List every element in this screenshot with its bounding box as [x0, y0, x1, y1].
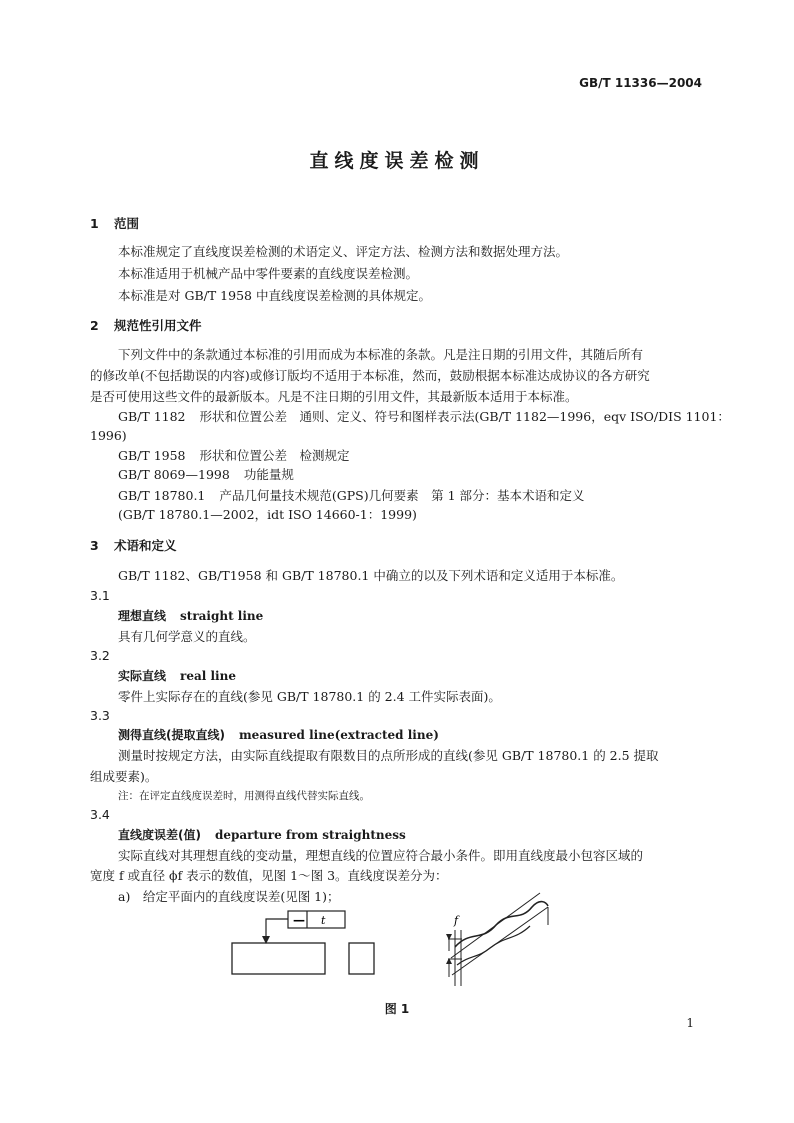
figure-caption: 图 1 — [384, 1002, 410, 1016]
term-title: 直线度误差(值) departure from straightness — [118, 828, 406, 842]
term-title: 理想直线 straight line — [118, 609, 264, 623]
paragraph: 是否可使用这些文件的最新版本。凡是不注日期的引用文件，其最新版本适用于本标准。 — [90, 389, 578, 404]
paragraph: 本标准规定了直线度误差检测的术语定义、评定方法、检测方法和数据处理方法。 — [118, 244, 569, 259]
reference-item: GB/T 1958 形状和位置公差 检测规定 — [118, 448, 350, 463]
paragraph: 本标准适用于机械产品中零件要素的直线度误差检测。 — [118, 266, 419, 281]
term-definition: 宽度 f 或直径 ϕf 表示的数值，见图 1～图 3。直线度误差分为： — [90, 868, 448, 883]
reference-item: GB/T 8069—1998 功能量规 — [118, 467, 294, 482]
note: 注：在评定直线度误差时，用测得直线代替实际直线。 — [118, 790, 370, 802]
term-definition: 具有几何学意义的直线。 — [118, 629, 256, 644]
paragraph: 本标准是对 GB/T 1958 中直线度误差检测的具体规定。 — [118, 288, 431, 303]
tolerance-symbol: — — [293, 913, 305, 927]
tolerance-value: t — [321, 914, 326, 927]
term-number: 3.1 — [90, 588, 110, 603]
term-number: 3.3 — [90, 708, 110, 723]
term-definition: 零件上实际存在的直线(参见 GB/T 18780.1 的 2.4 工件实际表面)。 — [118, 689, 501, 704]
term-definition: 组成要素)。 — [90, 769, 158, 784]
paragraph: 的修改单(不包括勘误的内容)或修订版均不适用于本标准，然而，鼓励根据本标准达成协议的各方研究 — [90, 368, 650, 383]
term-number: 3.2 — [90, 648, 110, 663]
term-definition: 测量时按规定方法，由实际直线提取有限数目的点所形成的直线(参见 GB/T 18780.1 的 2.5 提取 — [118, 748, 659, 763]
section-heading: 1 范围 — [90, 216, 140, 231]
reference-item: GB/T 18780.1 产品几何量技术规范(GPS)几何要素 第 1 部分：基本术语和定义 — [118, 488, 585, 503]
section-heading: 2 规范性引用文件 — [90, 318, 202, 333]
paragraph: GB/T 1182、GB/T1958 和 GB/T 18780.1 中确立的以及下列术语和定义适用于本标准。 — [118, 568, 624, 583]
reference-item-cont: 1996) — [90, 428, 127, 443]
paragraph: 下列文件中的条款通过本标准的引用而成为本标准的条款。凡是注日期的引用文件，其随后所有 — [118, 347, 644, 362]
reference-item: GB/T 1182 形状和位置公差 通则、定义、符号和图样表示法(GB/T 1182—1996，eqv ISO/DIS 1101： — [118, 409, 730, 424]
term-number: 3.4 — [90, 807, 110, 822]
term-definition: 实际直线对其理想直线的变动量，理想直线的位置应符合最小条件。即用直线度最小包容区域的 — [118, 848, 644, 863]
straightness-zone — [448, 893, 548, 986]
section-heading: 3 术语和定义 — [90, 538, 177, 553]
page-title: 直线度误差检测 — [309, 150, 485, 172]
standard-number: GB/T 11336—2004 — [579, 76, 702, 90]
term-title: 测得直线(提取直线) measured line(extracted line) — [118, 728, 439, 742]
page-number: 1 — [686, 1016, 694, 1030]
term-title: 实际直线 real line — [118, 669, 236, 683]
part-section — [349, 943, 374, 974]
list-item: a) 给定平面内的直线度误差(见图 1)； — [118, 889, 340, 904]
tolerance-frame — [266, 911, 345, 942]
dimension-label: f — [454, 914, 459, 927]
reference-item-cont: (GB/T 18780.1—2002，idt ISO 14660-1：1999) — [118, 507, 417, 522]
part-rectangle — [232, 943, 325, 974]
